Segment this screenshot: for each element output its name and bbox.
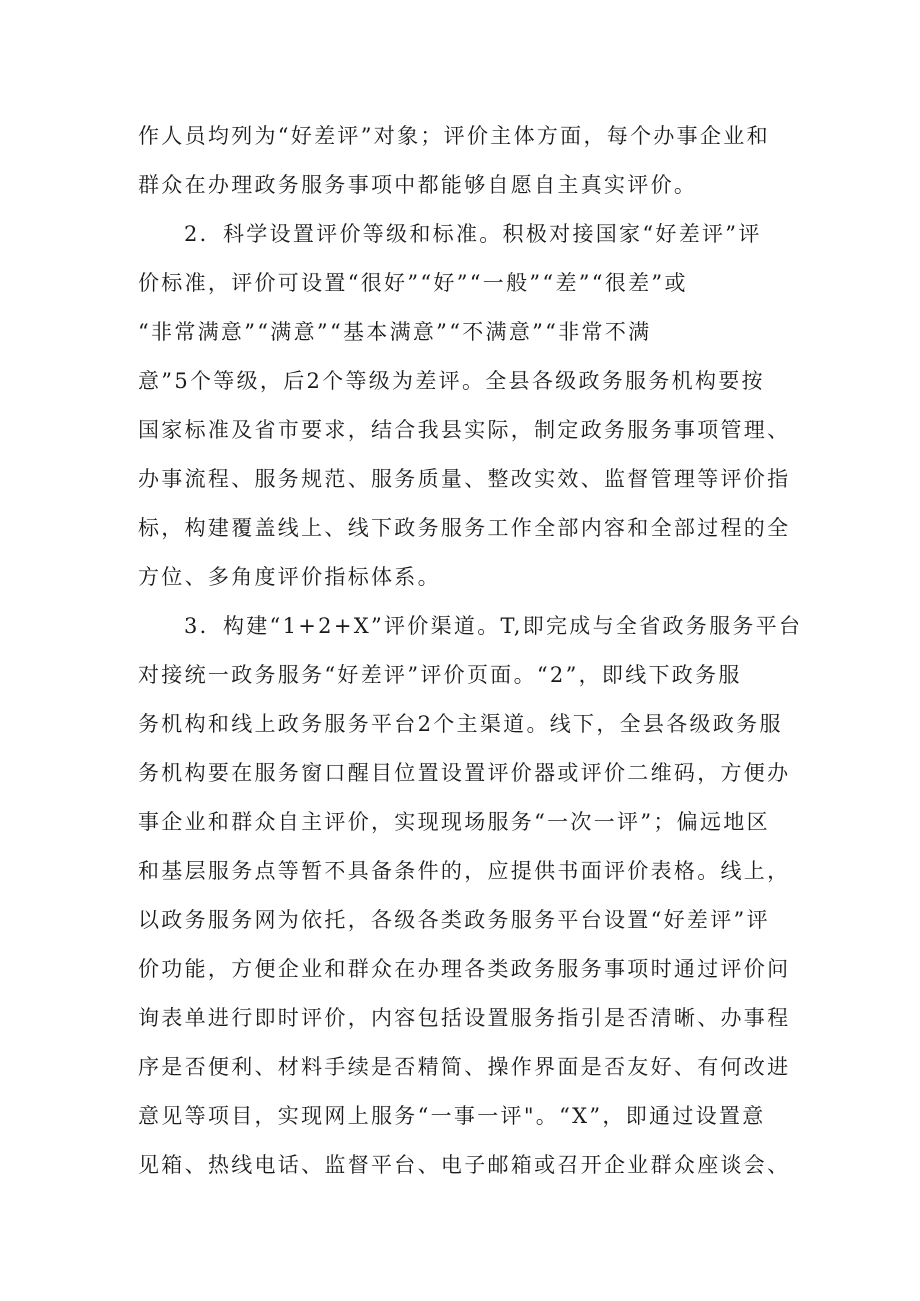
- text-line: 和基层服务点等暂不具备条件的，应提供书面评价表格。线上，: [138, 859, 791, 883]
- text-line: 价标准，评价可设置“很好”“好”“一般”“差”“很差”或: [138, 271, 688, 295]
- text-line: 作人员均列为“好差评”对象；评价主体方面，每个办事企业和: [138, 124, 770, 148]
- text-line: 意见等项目，实现网上服务“一事一评"。“X”，即通过设置意: [138, 1104, 766, 1128]
- text-line: 价功能，方便企业和群众在办理各类政务服务事项时通过评价问: [138, 957, 791, 981]
- text-line: 务机构要在服务窗口醒目位置设置评价器或评价二维码，方便办: [138, 761, 791, 785]
- paragraph-start-line: 3．构建“1+2+X”评价渠道。T,即完成与全省政务服务平台: [184, 614, 803, 638]
- document-body: [138, 112, 803, 1190]
- text-line: 序是否便利、材料手续是否精简、操作界面是否友好、有何改进: [138, 1055, 791, 1079]
- text-line: 办事流程、服务规范、服务质量、整改实效、监督管理等评价指: [138, 467, 791, 491]
- paragraph-start-line: 2．科学设置评价等级和标准。积极对接国家“好差评”评: [184, 222, 762, 246]
- text-line: 方位、多角度评价指标体系。: [138, 565, 441, 589]
- text-line: 见箱、热线电话、监督平台、电子邮箱或召开企业群众座谈会、: [138, 1153, 791, 1177]
- text-line: 意”5个等级，后2个等级为差评。全县各级政务服务机构要按: [138, 369, 765, 393]
- text-line: 务机构和线上政务服务平台2个主渠道。线下，全县各级政务服: [138, 712, 783, 736]
- text-line: 标，构建覆盖线上、线下政务服务工作全部内容和全部过程的全: [138, 516, 791, 540]
- text-line: “非常满意”“满意”“基本满意”“不满意”“非常不满: [138, 320, 652, 344]
- text-line: 对接统一政务服务“好差评”评价页面。“2”，即线下政务服: [138, 663, 742, 687]
- text-line: 以政务服务网为依托，各级各类政务服务平台设置“好差评”评: [138, 908, 770, 932]
- text-line: 事企业和群众自主评价，实现现场服务“一次一评”；偏远地区: [138, 810, 770, 834]
- text-line: 询表单进行即时评价，内容包括设置服务指引是否清晰、办事程: [138, 1006, 791, 1030]
- text-line: 群众在办理政务服务事项中都能够自愿自主真实评价。: [138, 173, 698, 197]
- text-line: 国家标准及省市要求，结合我县实际，制定政务服务事项管理、: [138, 418, 791, 442]
